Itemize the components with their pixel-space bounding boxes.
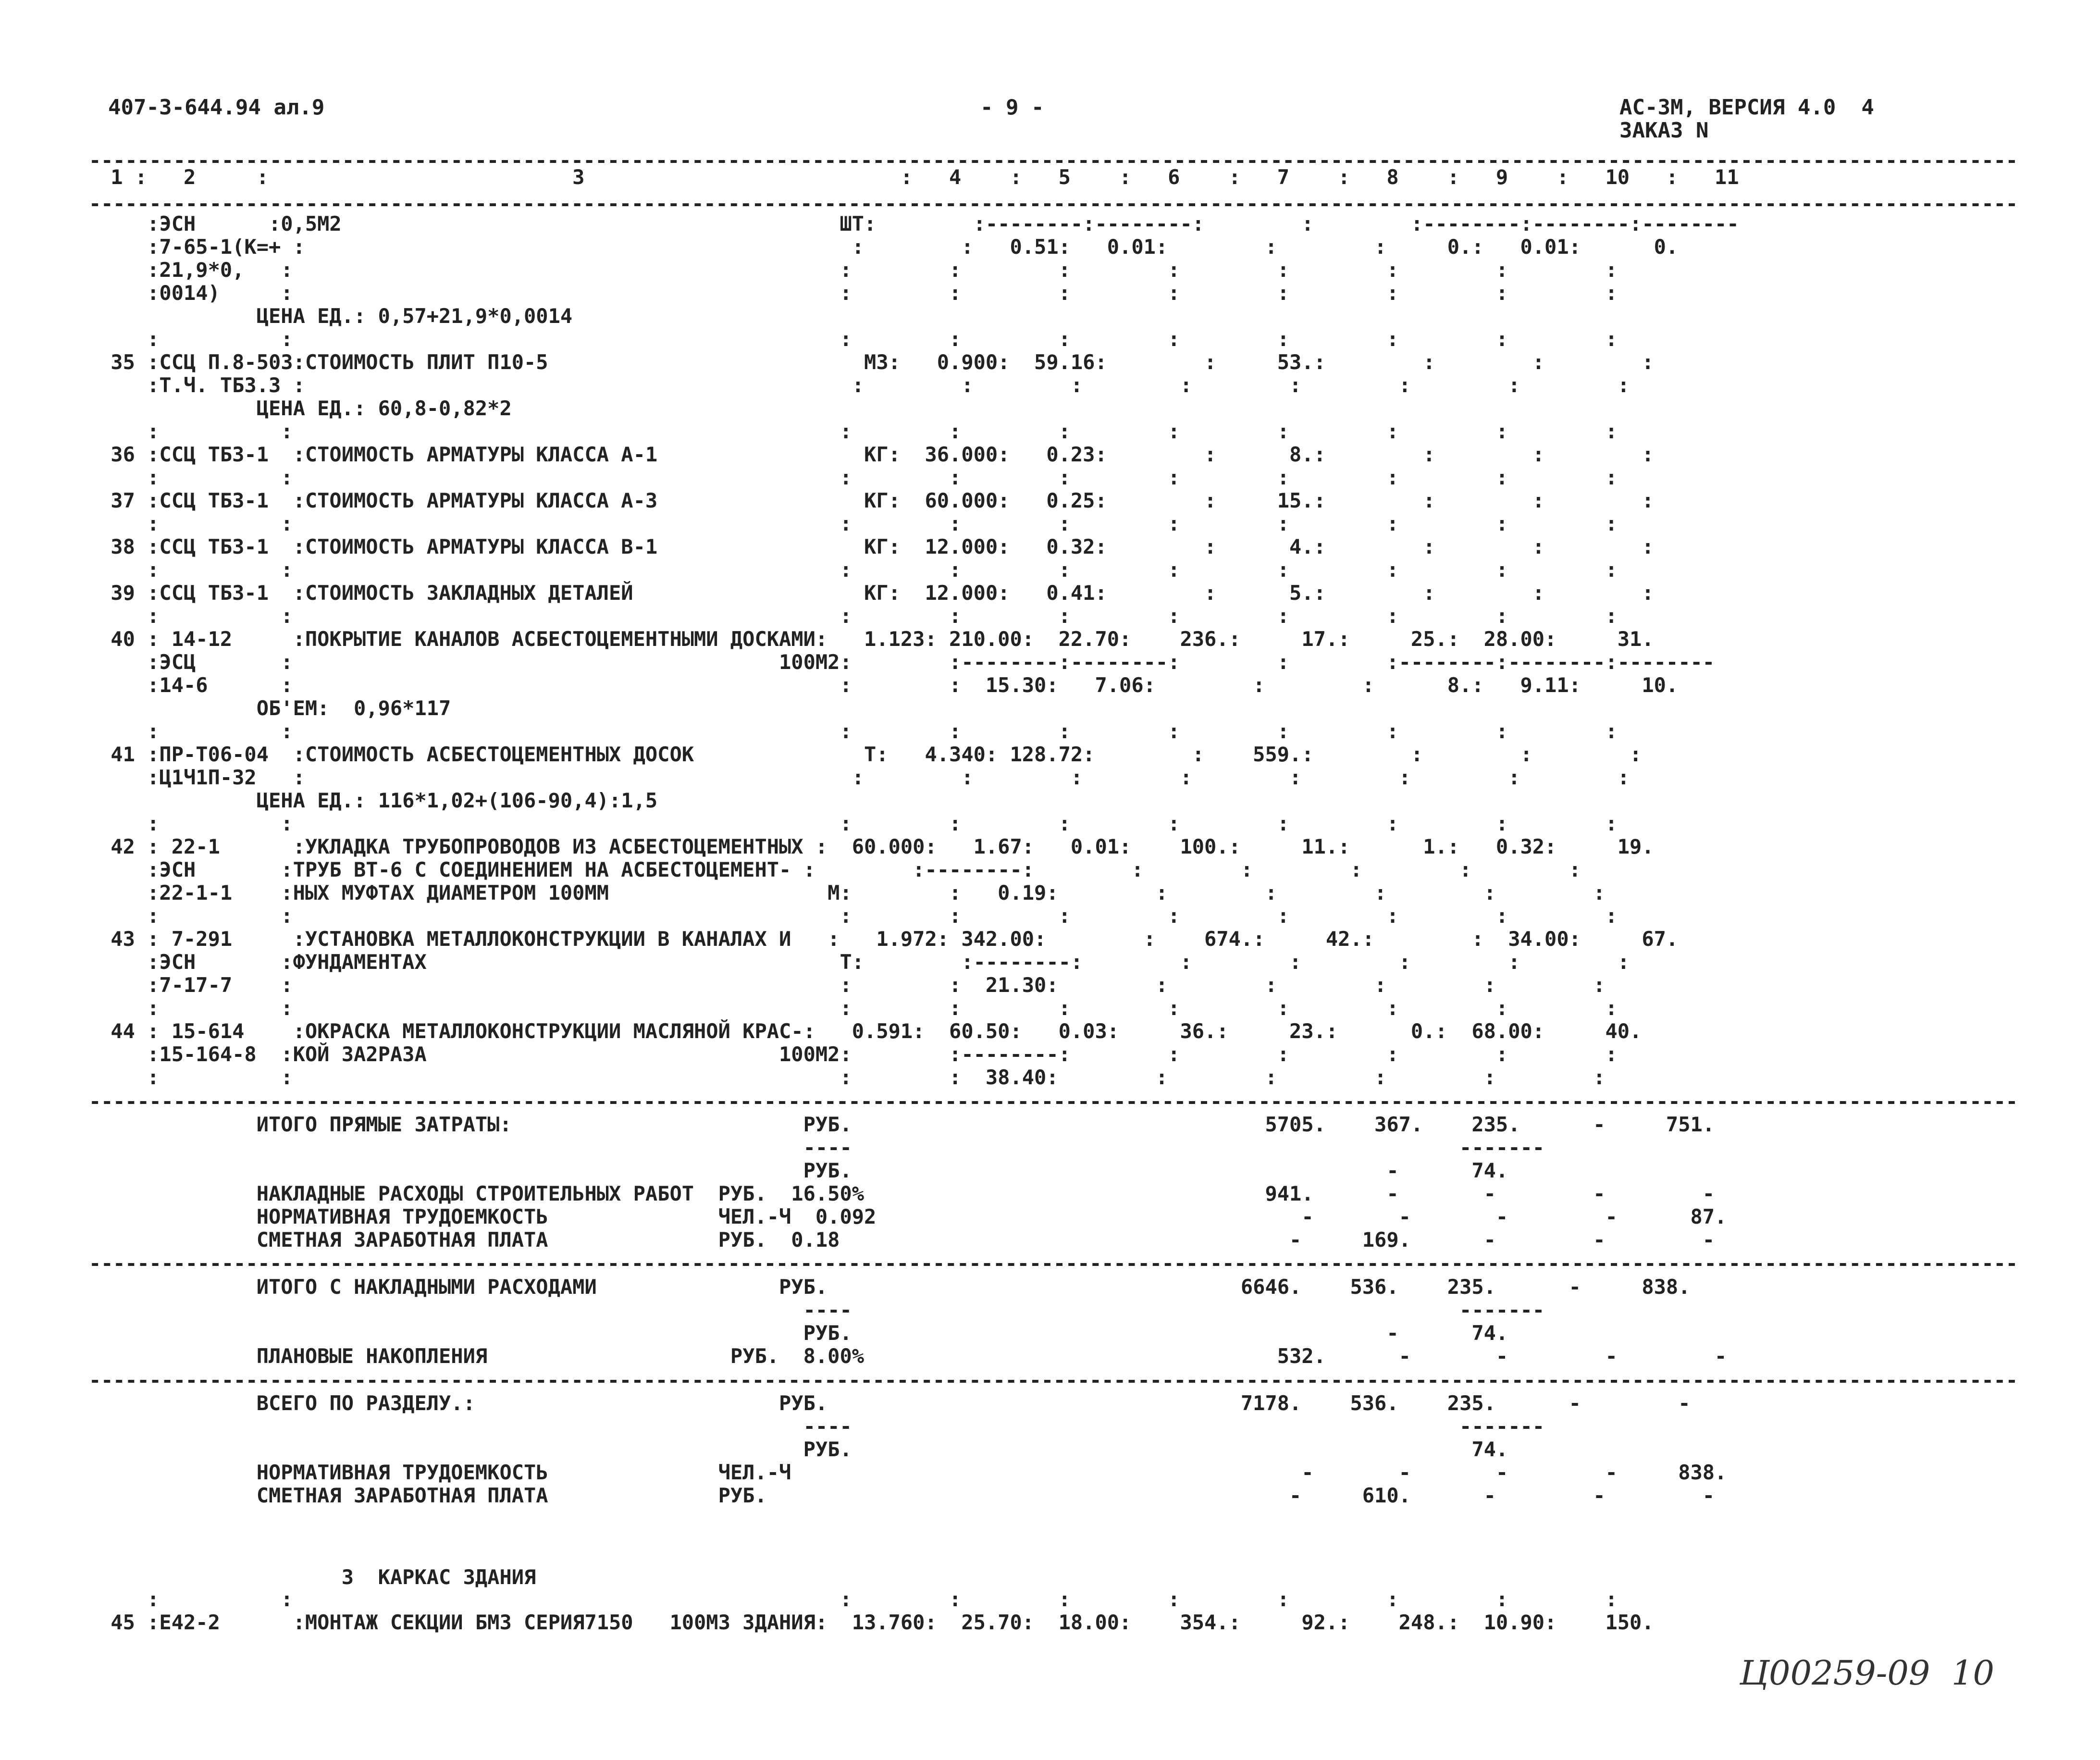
table-row: 3 КАРКАС ЗДАНИЯ [99,1565,536,1589]
table-row: : : : : : : : : : : [99,1587,1618,1611]
table-row: НАКЛАДНЫЕ РАСХОДЫ СТРОИТЕЛЬНЫХ РАБОТ РУБ. 16.50% 941. - - - - [99,1182,1715,1205]
table-row: : : : : : : : : : : [99,904,1618,928]
table-row: :22-1-1 :НЫХ МУФТАХ ДИАМЕТРОМ 100ММ М: : 0.19: : : : : : [99,881,1606,905]
document-code: 407-3-644.94 ал.9 [108,95,325,120]
table-row: :15-164-8 :КОЙ ЗА2РАЗА 100М2: :--------: : : : : : [99,1042,1618,1066]
table-row: 41 :ПР-Т06-04 :СТОИМОСТЬ АСБЕСТОЦЕМЕНТНЫХ ДОСОК Т: 4.340: 128.72: : 559.: : : : [99,743,1642,766]
table-row: :ЭСЦ : 100М2: :--------:--------: : :--------:--------:-------- [99,650,1715,674]
table-row: :ЭСН :ТРУБ ВТ-6 С СОЕДИНЕНИЕМ НА АСБЕСТОЦЕМЕНТ- : :--------: : : : : : [99,858,1581,881]
table-row: : : : : : : : : : : [99,812,1618,835]
program-version: АС-3М, ВЕРСИЯ 4.0 4 [1619,95,1874,120]
table-row: :7-65-1(К=+ : : : 0.51: 0.01: : : 0.: 0.01: 0. [99,235,1679,259]
table-rule: ---------------------------------------------------------------------------------------------------------------------------------------------------------------- [89,1368,2018,1392]
table-row: ИТОГО С НАКЛАДНЫМИ РАСХОДАМИ РУБ. 6646. 536. 235. - 838. [99,1275,1691,1299]
table-row: : : : : 38.40: : : : : : [99,1066,1606,1089]
table-row: 45 :Е42-2 :МОНТАЖ СЕКЦИИ БМЗ СЕРИЯ7150 100М3 ЗДАНИЯ: 13.760: 25.70: 18.00: 354.: 92.: 248.: 10.90: 150. [99,1611,1654,1634]
table-row: РУБ. - 74. [99,1159,1508,1182]
table-row: НОРМАТИВНАЯ ТРУДОЕМКОСТЬ ЧЕЛ.-Ч - - - - 838. [99,1461,1727,1484]
table-row: :ЭСН :ФУНДАМЕНТАХ Т: :--------: : : : : : [99,950,1630,974]
table-row: : : : : : : : : : : [99,996,1618,1020]
table-row: ---- ------- [99,1136,1545,1159]
table-row: :21,9*0, : : : : : : : : : [99,258,1618,282]
table-row: :14-6 : : : 15.30: 7.06: : : 8.: 9.11: 10. [99,673,1679,697]
table-rule: ---------------------------------------------------------------------------------------------------------------------------------------------------------------- [89,192,2018,215]
table-row: 36 :ССЦ ТБ3-1 :СТОИМОСТЬ АРМАТУРЫ КЛАССА А-1 КГ: 36.000: 0.23: : 8.: : : : [99,443,1654,466]
table-row: 44 : 15-614 :ОКРАСКА МЕТАЛЛОКОНСТРУКЦИИ МАСЛЯНОЙ КРАС-: 0.591: 60.50: 0.03: 36.: 23.: 0.: 68.00: 40. [99,1019,1642,1043]
table-rule: ---------------------------------------------------------------------------------------------------------------------------------------------------------------- [89,149,2018,172]
table-row: 35 :ССЦ П.8-503:СТОИМОСТЬ ПЛИТ П10-5 М3: 0.900: 59.16: : 53.: : : : [99,350,1654,374]
table-row: : : : : : : : : : : [99,466,1618,489]
table-row: ПЛАНОВЫЕ НАКОПЛЕНИЯ РУБ. 8.00% 532. - - - - [99,1344,1727,1368]
table-row: 1 : 2 : 3 : 4 : 5 : 6 : 7 : 8 : 9 : 10 : 11 [99,165,1739,189]
table-row: 42 : 22-1 :УКЛАДКА ТРУБОПРОВОДОВ ИЗ АСБЕСТОЦЕМЕНТНЫХ : 60.000: 1.67: 0.01: 100.: 11.: 1.: 0.32: 19. [99,835,1654,858]
table-row: РУБ. - 74. [99,1321,1508,1345]
table-row: СМЕТНАЯ ЗАРАБОТНАЯ ПЛАТА РУБ. - 610. - - - [99,1484,1715,1507]
table-row: ОБ'ЕМ: 0,96*117 [99,696,451,720]
table-row: :Т.Ч. ТБ3.3 : : : : : : : : : [99,373,1630,397]
table-row: ---- ------- [99,1414,1545,1438]
table-row: СМЕТНАЯ ЗАРАБОТНАЯ ПЛАТА РУБ. 0.18 - 169. - - - [99,1228,1715,1252]
table-row: :ЭСН :0,5М2 ШТ: :--------:--------: : :--------:--------:-------- [99,212,1739,235]
table-row: 38 :ССЦ ТБ3-1 :СТОИМОСТЬ АРМАТУРЫ КЛАССА В-1 КГ: 12.000: 0.32: : 4.: : : : [99,535,1654,558]
table-row: НОРМАТИВНАЯ ТРУДОЕМКОСТЬ ЧЕЛ.-Ч 0.092 - - - - 87. [99,1205,1727,1228]
table-row: : : : : : : : : : : [99,558,1618,582]
table-row: : : : : : : : : : : [99,719,1618,743]
table-row: : : : : : : : : : : [99,327,1618,351]
table-row: :0014) : : : : : : : : : [99,281,1618,305]
table-row: 43 : 7-291 :УСТАНОВКА МЕТАЛЛОКОНСТРУКЦИИ В КАНАЛАХ И : 1.972: 342.00: : 674.: 42.: : 34.00: 67. [99,927,1679,951]
table-rule: ---------------------------------------------------------------------------------------------------------------------------------------------------------------- [89,1252,2018,1275]
table-row: ЦЕНА ЕД.: 60,8-0,82*2 [99,397,512,420]
table-row: : : : : : : : : : : [99,604,1618,628]
table-row: ВСЕГО ПО РАЗДЕЛУ.: РУБ. 7178. 536. 235. - - [99,1391,1691,1415]
page-number: - 9 - [980,95,1044,120]
table-row: ---- ------- [99,1298,1545,1322]
table-row: :7-17-7 : : : 21.30: : : : : : [99,973,1606,997]
table-row: 39 :ССЦ ТБ3-1 :СТОИМОСТЬ ЗАКЛАДНЫХ ДЕТАЛЕЙ КГ: 12.000: 0.41: : 5.: : : : [99,581,1654,605]
table-row: :Ц1Ч1П-32 : : : : : : : : : [99,766,1630,789]
table-row: : : : : : : : : : : [99,420,1618,443]
table-row: РУБ. 74. [99,1438,1508,1461]
table-row: ИТОГО ПРЯМЫЕ ЗАТРАТЫ: РУБ. 5705. 367. 235. - 751. [99,1113,1715,1136]
table-row: ЦЕНА ЕД.: 0,57+21,9*0,0014 [99,304,573,328]
table-row: 40 : 14-12 :ПОКРЫТИЕ КАНАЛОВ АСБЕСТОЦЕМЕНТНЫМИ ДОСКАМИ: 1.123: 210.00: 22.70: 236.: 17.: 25.: 28.00: 31. [99,627,1654,651]
table-row: : : : : : : : : : : [99,512,1618,535]
table-row: ЦЕНА ЕД.: 116*1,02+(106-90,4):1,5 [99,789,658,812]
table-rule: ---------------------------------------------------------------------------------------------------------------------------------------------------------------- [89,1090,2018,1113]
order-number: ЗАКАЗ N [1619,118,1709,143]
table-row: 37 :ССЦ ТБ3-1 :СТОИМОСТЬ АРМАТУРЫ КЛАССА А-3 КГ: 60.000: 0.25: : 15.: : : : [99,489,1654,512]
handwritten-page-note: Ц00259-09 10 [1740,1653,1995,1693]
